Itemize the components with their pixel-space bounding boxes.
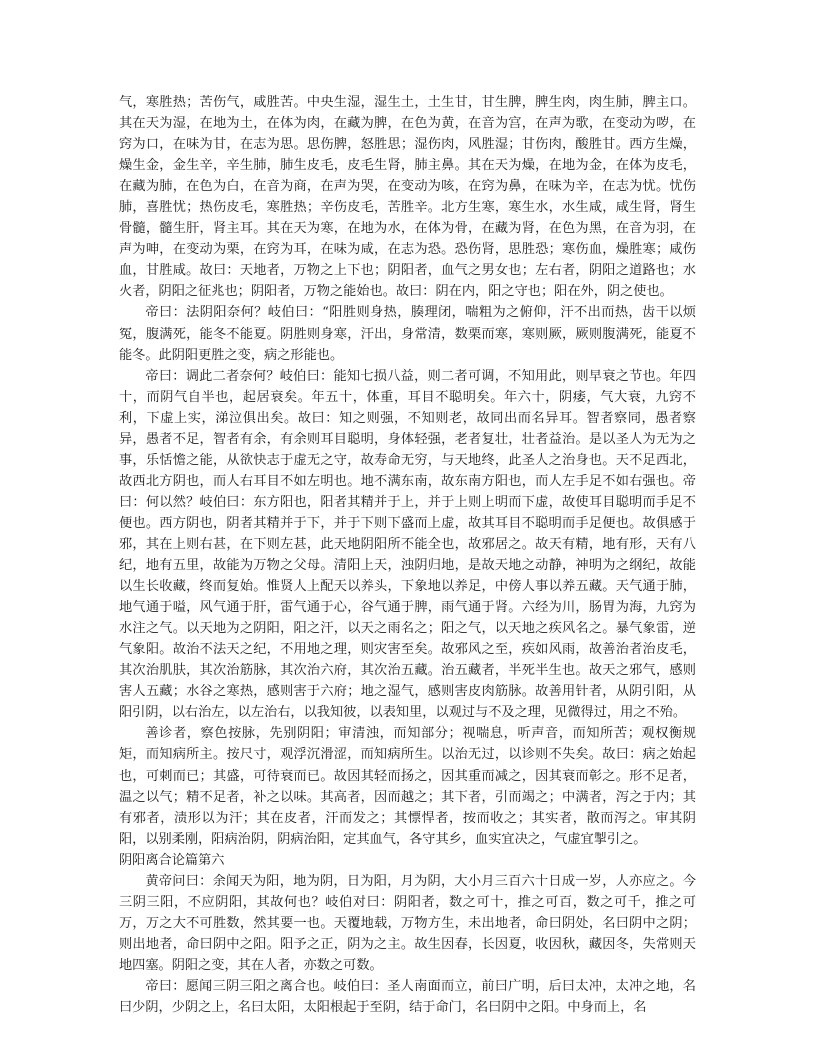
document-page [119, 92, 696, 1018]
paragraph-1: 气，寒胜热；苦伤气，咸胜苦。中央生湿，湿生土，土生甘，甘生脾，脾生肉，肉生肺，脾主口。其在天为湿，在地为土，在体为肉，在藏为脾，在色为黄，在音为宫，在声为歌，在变动为哕，在窍为口，在味为甘，在志为思。思伤脾，怒胜思；湿伤肉，风胜湿；甘伤肉，酸胜甘。西方生燥，燥生金，金生辛，辛生肺，肺生皮毛，皮毛生肾，肺主鼻。其在天为燥，在地为金，在体为皮毛，在藏为肺，在色为白，在音为商，在声为哭，在变动为咳，在窍为鼻，在味为辛，在志为忧。忧伤肺，喜胜忧；热伤皮毛，寒胜热；辛伤皮毛，苦胜辛。北方生寒，寒生水，水生咸，咸生肾，肾生骨髓，髓生肝，肾主耳。其在天为寒，在地为水，在体为骨，在藏为肾，在色为黑，在音为羽，在声为呻，在变动为栗，在窍为耳，在味为咸，在志为恐。恐伤肾，思胜恐；寒伤血，燥胜寒；咸伤血，甘胜咸。故曰：天地者，万物之上下也；阴阳者，血气之男女也；左右者，阴阳之道路也；水火者，阴阳之征兆也；阴阳者，万物之能始也。故曰：阴在内，阳之守也；阳在外，阴之使也。 [119, 95, 696, 300]
paragraph-2: 帝曰：法阴阳奈何？岐伯曰：“阳胜则身热，腠理闭，喘粗为之俯仰，汗不出而热，齿干以烦冤，腹满死，能冬不能夏。阴胜则身寒，汗出，身常清，数栗而寒，寒则厥，厥则腹满死，能夏不能冬。此阴阳更胜之变，病之形能也。 [119, 305, 696, 363]
paragraph-3: 帝曰：调此二者奈何？岐伯曰：能知七损八益，则二者可调，不知用此，则早衰之节也。年四十，而阴气自半也，起居衰矣。年五十，体重，耳目不聪明矣。年六十，阴痿，气大衰，九窍不利，下虚上实，涕泣俱出矣。故曰：知之则强，不知则老，故同出而名异耳。智者察同，愚者察异，愚者不足，智者有余，有余则耳目聪明，身体轻强，老者复壮，壮者益治。是以圣人为无为之事，乐恬憺之能，从欲快志于虚无之守，故寿命无穷，与天地终，此圣人之治身也。天不足西北，故西北方阴也，而人右耳目不如左明也。地不满东南，故东南方阳也，而人左手足不如右强也。帝曰：何以然？岐伯曰：东方阳也，阳者其精并于上，并于上则上明而下虚，故使耳目聪明而手足不便也。西方阴也，阴者其精并于下，并于下则下盛而上虚，故其耳目不聪明而手足便也。故俱感于邪，其在上则右甚，在下则左甚，此天地阴阳所不能全也，故邪居之。故天有精，地有形，天有八纪，地有五里，故能为万物之父母。清阳上天，浊阴归地，是故天地之动静，神明为之纲纪，故能以生长收藏，终而复始。惟贤人上配天以养头，下象地以养足，中傍人事以养五藏。天气通于肺，地气通于嗌，风气通于肝，雷气通于心，谷气通于脾，雨气通于肾。六经为川，肠胃为海，九窍为水注之气。以天地为之阴阳，阳之汗，以天之雨名之；阳之气，以天地之疾风名之。暴气象雷，逆气象阳。故治不法天之纪，不用地之理，则灾害至矣。故邪风之至，疾如风雨，故善治者治皮毛，其次治肌肤，其次治筋脉，其次治六府，其次治五藏。治五藏者，半死半生也。故天之邪气，感则害人五藏；水谷之寒热，感则害于六府；地之湿气，感则害皮肉筋脉。故善用针者，从阴引阳，从阳引阴，以右治左，以左治右，以我知彼，以表知里，以观过与不及之理，见微得过，用之不殆。 [119, 368, 696, 721]
paragraph-4: 善诊者，察色按脉，先别阴阳；审清浊，而知部分；视喘息，听声音，而知所苦；观权衡规矩，而知病所主。按尺寸，观浮沉滑涩，而知病所生。以治无过，以诊则不失矣。故曰：病之始起也，可刺而已；其盛，可待衰而已。故因其轻而扬之，因其重而减之，因其衰而彰之。形不足者，温之以气；精不足者，补之以味。其高者，因而越之；其下者，引而竭之；中满者，泻之于内；其有邪者，渍形以为汗；其在皮者，汗而发之；其慓悍者，按而收之；其实者，散而泻之。审其阴阳，以别柔刚，阳病治阴，阴病治阳，定其血气，各守其乡，血实宜决之，气虚宜掣引之。 [119, 726, 696, 847]
section-paragraph-1: 黄帝问曰：余闻天为阳，地为阴，日为阳，月为阴，大小月三百六十日成一岁，人亦应之。今三阴三阳，不应阴阳，其故何也？岐伯对曰：阴阳者，数之可十，推之可百，数之可千，推之可万，万之大不可胜数，然其要一也。天覆地载，万物方生，未出地者，命曰阴处，名曰阴中之阴；则出地者，命曰阴中之阳。阳予之正，阴为之主。故生因春，长因夏，收因秋，藏因冬，失常则天地四塞。阴阳之变，其在人者，亦数之可数。 [119, 873, 696, 973]
section-paragraph-2: 帝曰：愿闻三阴三阳之离合也。岐伯曰：圣人南面而立，前曰广明，后曰太冲，太冲之地，名曰少阴，少阴之上，名曰太阳，太阳根起于至阴，结于命门，名曰阴中之阳。中身而上，名 [119, 978, 696, 1016]
section-title: 阴阳离合论篇第六 [119, 852, 225, 868]
